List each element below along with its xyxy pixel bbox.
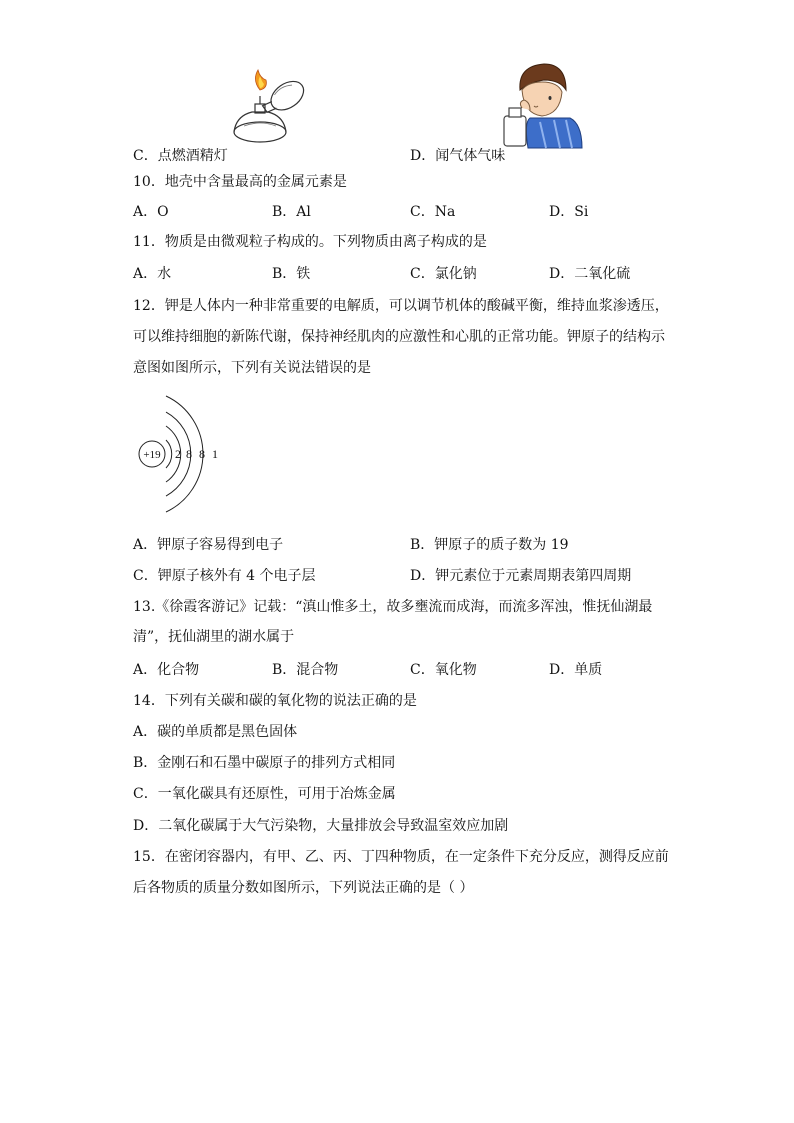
q12-stem-line-2: 可以维持细胞的新陈代谢，保持神经肌肉的应激性和心肌的正常功能。钾原子的结构示	[133, 329, 665, 345]
q9-option-d: D．闻气体气味	[410, 148, 506, 164]
q12-option-d: D．钾元素位于元素周期表第四周期	[410, 568, 632, 584]
q11-option-c: C．氯化钠	[410, 266, 477, 282]
q13-option-d: D．单质	[549, 662, 603, 678]
q11-option-a: A．水	[133, 266, 172, 282]
q12-option-c: C．钾原子核外有 4 个电子层	[133, 568, 316, 584]
q11-stem: 11．物质是由微观粒子构成的。下列物质由离子构成的是	[133, 234, 487, 250]
q14-option-d: D．二氧化碳属于大气污染物，大量排放会导致温室效应加剧	[133, 818, 509, 834]
q13-stem-line-2: 清”，抚仙湖里的湖水属于	[133, 629, 295, 645]
q10-option-d: D．Si	[549, 204, 589, 220]
shell-electrons-1: 2	[175, 447, 181, 461]
q14-stem: 14．下列有关碳和碳的氧化物的说法正确的是	[133, 693, 417, 709]
q15-stem-line-2: 后各物质的质量分数如图所示，下列说法正确的是（ ）	[133, 880, 474, 896]
shell-electrons-4: 1	[212, 447, 218, 461]
q12-stem-line-3: 意图如图所示，下列有关说法错误的是	[133, 360, 371, 376]
alcohol-lamp-illustration	[226, 68, 312, 152]
q10-option-c: C．Na	[410, 204, 456, 220]
q12-stem-line-1: 12．钾是人体内一种非常重要的电解质，可以调节机体的酸碱平衡，维持血浆渗透压，	[133, 298, 669, 314]
shell-electrons-3: 8	[199, 447, 205, 461]
q9-option-c: C．点燃酒精灯	[133, 148, 228, 164]
q13-option-b: B．混合物	[272, 662, 339, 678]
q13-option-c: C．氧化物	[410, 662, 477, 678]
q10-option-b: B．Al	[272, 204, 311, 220]
q10-option-a: A．O	[133, 204, 169, 220]
potassium-atom-structure-diagram	[130, 390, 240, 516]
q13-stem-line-1: 13.《徐霞客游记》记载：“滇山惟多土，故多壅流而成海，而流多浑浊，惟抚仙湖最	[133, 599, 653, 615]
q14-option-c: C．一氧化碳具有还原性，可用于冶炼金属	[133, 786, 396, 802]
q15-stem-line-1: 15．在密闭容器内，有甲、乙、丙、丁四种物质，在一定条件下充分反应，测得反应前	[133, 849, 669, 865]
smelling-gas-illustration	[500, 60, 586, 150]
q11-option-b: B．铁	[272, 266, 311, 282]
shell-arc-1	[166, 440, 172, 468]
q13-option-a: A．化合物	[133, 662, 200, 678]
q12-option-b: B．钾原子的质子数为 19	[410, 537, 569, 553]
shell-electrons-2: 8	[186, 447, 192, 461]
q10-stem: 10．地壳中含量最高的金属元素是	[133, 174, 347, 190]
q11-option-d: D．二氧化硫	[549, 266, 631, 282]
nucleus-charge: +19	[143, 449, 161, 461]
q14-option-b: B．金刚石和石墨中碳原子的排列方式相同	[133, 755, 396, 771]
q12-option-a: A．钾原子容易得到电子	[133, 537, 284, 553]
q14-option-a: A．碳的单质都是黑色固体	[133, 724, 298, 740]
